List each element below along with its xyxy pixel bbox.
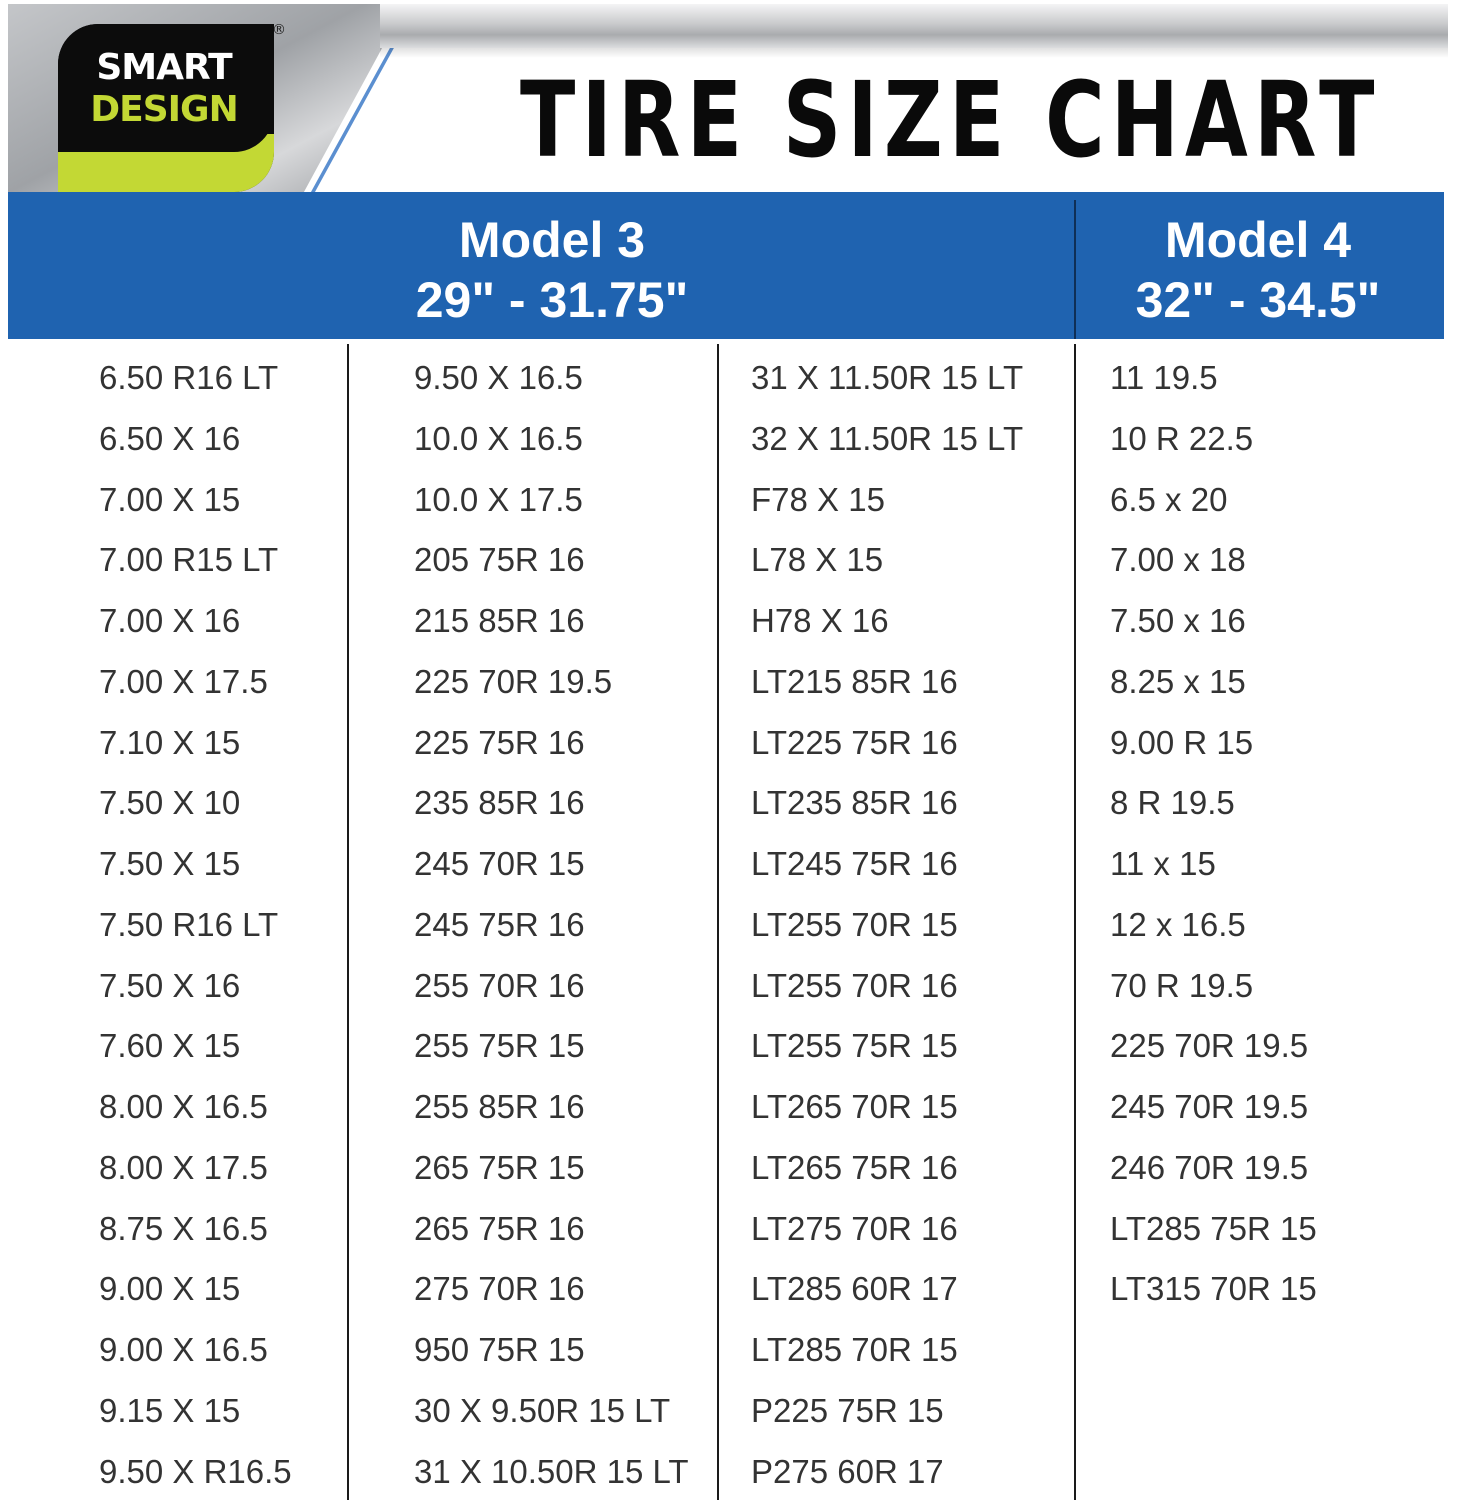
tire-size-item: F78 X 15 — [751, 470, 1023, 531]
model-4-name: Model 4 — [1080, 210, 1436, 270]
tire-size-item: 246 70R 19.5 — [1110, 1138, 1317, 1199]
tire-size-item: 7.10 X 15 — [99, 713, 292, 774]
tire-size-item: LT245 75R 16 — [751, 834, 1023, 895]
tire-size-item: 6.5 x 20 — [1110, 470, 1317, 531]
tire-size-item: 245 70R 19.5 — [1110, 1077, 1317, 1138]
tire-size-item: 8 R 19.5 — [1110, 773, 1317, 834]
model-3-name: Model 3 — [340, 210, 764, 270]
column-divider — [717, 344, 719, 1500]
tire-size-item: 950 75R 15 — [414, 1320, 689, 1381]
tire-size-item: 70 R 19.5 — [1110, 956, 1317, 1017]
tire-size-item: LT215 85R 16 — [751, 652, 1023, 713]
tire-size-item: P275 60R 17 — [751, 1442, 1023, 1502]
tire-size-item: LT275 70R 16 — [751, 1199, 1023, 1260]
tire-size-item: LT255 75R 15 — [751, 1016, 1023, 1077]
logo-black-field — [58, 24, 274, 152]
tire-size-item: 9.00 X 16.5 — [99, 1320, 292, 1381]
model-3-size-list-2 — [414, 348, 689, 1502]
model-4-size-list — [1110, 348, 1317, 1320]
tire-size-item: 265 75R 16 — [414, 1199, 689, 1260]
column-divider — [1074, 344, 1076, 1500]
tire-size-item: LT255 70R 15 — [751, 895, 1023, 956]
tire-size-item: 6.50 X 16 — [99, 409, 292, 470]
tire-size-item: 32 X 11.50R 15 LT — [751, 409, 1023, 470]
tire-size-item: LT315 70R 15 — [1110, 1259, 1317, 1320]
tire-size-item: 12 x 16.5 — [1110, 895, 1317, 956]
tire-size-item: 235 85R 16 — [414, 773, 689, 834]
tire-size-item: 10.0 X 16.5 — [414, 409, 689, 470]
tire-size-item: 7.00 X 15 — [99, 470, 292, 531]
tire-size-item: LT285 75R 15 — [1110, 1199, 1317, 1260]
model-3-size-list-3 — [751, 348, 1023, 1502]
tire-size-item: 255 70R 16 — [414, 956, 689, 1017]
tire-size-item: 7.60 X 15 — [99, 1016, 292, 1077]
tire-size-item: P225 75R 15 — [751, 1381, 1023, 1442]
tire-size-item: H78 X 16 — [751, 591, 1023, 652]
tire-size-item: LT285 70R 15 — [751, 1320, 1023, 1381]
tire-size-item: 30 X 9.50R 15 LT — [414, 1381, 689, 1442]
logo-text-smart: SMART — [58, 48, 270, 88]
tire-size-item: 225 70R 19.5 — [1110, 1016, 1317, 1077]
tire-size-item: 9.50 X 16.5 — [414, 348, 689, 409]
tire-size-item: LT235 85R 16 — [751, 773, 1023, 834]
tire-size-item: 245 75R 16 — [414, 895, 689, 956]
tire-size-item: 245 70R 15 — [414, 834, 689, 895]
tire-size-item: 7.00 x 18 — [1110, 530, 1317, 591]
tire-size-item: LT285 60R 17 — [751, 1259, 1023, 1320]
tire-size-item: 7.00 R15 LT — [99, 530, 292, 591]
tire-size-item: 10.0 X 17.5 — [414, 470, 689, 531]
tire-size-item: 9.00 R 15 — [1110, 713, 1317, 774]
tire-size-item: 7.50 X 10 — [99, 773, 292, 834]
tire-size-item: 275 70R 16 — [414, 1259, 689, 1320]
tire-size-item: 10 R 22.5 — [1110, 409, 1317, 470]
tire-size-item: 7.00 X 17.5 — [99, 652, 292, 713]
tire-size-item: 9.00 X 15 — [99, 1259, 292, 1320]
tire-size-item: 7.00 X 16 — [99, 591, 292, 652]
header-divider — [1074, 200, 1076, 339]
model-3-header — [340, 210, 764, 330]
model-4-range: 32" - 34.5" — [1080, 270, 1436, 330]
smart-design-logo — [58, 24, 274, 192]
tire-size-item: LT265 75R 16 — [751, 1138, 1023, 1199]
tire-size-item: L78 X 15 — [751, 530, 1023, 591]
logo-text-design: DESIGN — [58, 90, 270, 130]
tire-size-item: 7.50 X 15 — [99, 834, 292, 895]
tire-size-item: 7.50 R16 LT — [99, 895, 292, 956]
tire-size-item: 11 x 15 — [1110, 834, 1317, 895]
tire-size-item: LT265 70R 15 — [751, 1077, 1023, 1138]
tire-size-item: 31 X 11.50R 15 LT — [751, 348, 1023, 409]
tire-size-item: 11 19.5 — [1110, 348, 1317, 409]
tire-size-item: 265 75R 15 — [414, 1138, 689, 1199]
tire-size-item: 255 75R 15 — [414, 1016, 689, 1077]
page-title: TIRE SIZE CHART — [520, 60, 1113, 180]
model-4-header — [1080, 210, 1436, 330]
tire-size-item: LT225 75R 16 — [751, 713, 1023, 774]
tire-size-item: 31 X 10.50R 15 LT — [414, 1442, 689, 1502]
tire-size-item: 205 75R 16 — [414, 530, 689, 591]
tire-size-item: 7.50 X 16 — [99, 956, 292, 1017]
tire-size-item: 215 85R 16 — [414, 591, 689, 652]
tire-size-item: LT255 70R 16 — [751, 956, 1023, 1017]
band-shadow — [380, 48, 1448, 58]
tire-size-item: 225 75R 16 — [414, 713, 689, 774]
column-divider — [347, 344, 349, 1500]
tire-size-item: 6.50 R16 LT — [99, 348, 292, 409]
tire-size-item: 255 85R 16 — [414, 1077, 689, 1138]
tire-size-item: 9.15 X 15 — [99, 1381, 292, 1442]
model-3-range: 29" - 31.75" — [340, 270, 764, 330]
tire-size-item: 7.50 x 16 — [1110, 591, 1317, 652]
tire-size-item: 8.00 X 17.5 — [99, 1138, 292, 1199]
tire-size-item: 8.25 x 15 — [1110, 652, 1317, 713]
tire-size-item: 9.50 X R16.5 — [99, 1442, 292, 1502]
tire-size-item: 8.75 X 16.5 — [99, 1199, 292, 1260]
tire-size-item: 225 70R 19.5 — [414, 652, 689, 713]
registered-mark: ® — [272, 22, 286, 38]
metallic-band — [380, 4, 1448, 48]
model-3-size-list-1 — [99, 348, 292, 1502]
tire-size-item: 8.00 X 16.5 — [99, 1077, 292, 1138]
